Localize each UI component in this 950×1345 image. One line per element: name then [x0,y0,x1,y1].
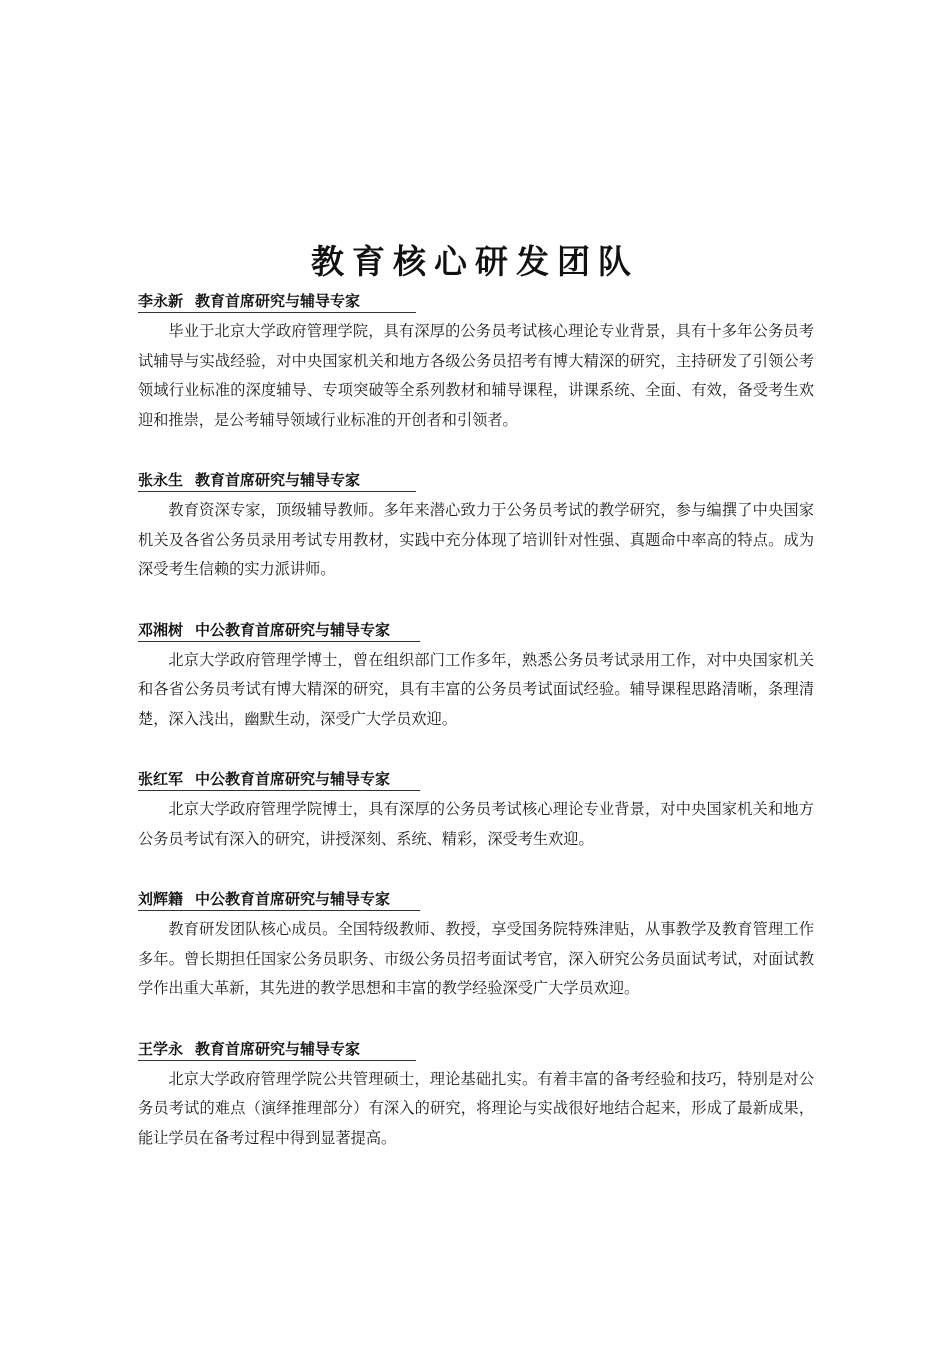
profile-name: 张永生 [138,471,184,489]
profile-header [138,469,416,492]
profile-header [138,888,420,911]
profile-name: 王学永 [138,1039,184,1058]
profile-name: 刘辉籍 [138,890,184,908]
profile-list [138,290,814,1187]
profile-zhang-hongjun [138,768,814,854]
profile-name: 张红军 [138,770,184,788]
profile-liu-huiji [138,888,814,1004]
profile-role: 中公教育首席研究与辅导专家 [195,890,391,908]
profile-name: 李永新 [138,292,184,310]
profile-li-yongxin [138,290,814,435]
profile-bio: 教育资深专家，顶级辅导教师。多年来潜心致力于公务员考试的教学研究，参与编撰了中央国家机关及各省公务员录用考试专用教材，实践中充分体现了培训针对性强、真题命中率高的特点。成为深受考生信赖的实力派讲师。 [138,501,814,578]
profile-role: 中公教育首席研究与辅导专家 [195,620,391,639]
profile-role: 教育首席研究与辅导专家 [195,471,361,489]
profile-wang-xueyong [138,1038,814,1154]
profile-bio: 北京大学政府管理学院公共管理硕士，理论基础扎实。有着丰富的备考经验和技巧，特别是对公务员考试的难点（演绎推理部分）有深入的研究，将理论与实战很好地结合起来，形成了最新成果，能让学员在备考过程中得到显著提高。 [138,1069,814,1147]
profile-deng-xiangshu [138,619,814,735]
profile-header [138,290,416,313]
profile-header [138,619,420,642]
page-title: 教育核心研发团队 [311,242,639,282]
profile-role: 教育首席研究与辅导专家 [195,292,361,310]
profile-zhang-yongsheng [138,469,814,585]
profile-header [138,768,420,791]
profile-bio: 毕业于北京大学政府管理学院，具有深厚的公务员考试核心理论专业背景，具有十多年公务员考试辅导与实战经验，对中央国家机关和地方各级公务员招考有博大精深的研究，主持研发了引领公考领域行业标准的深度辅导、专项突破等全系列教材和辅导课程，讲课系统、全面、有效，备受考生欢迎和推崇，是公考辅导领域行业标准的开创者和引领者。 [138,322,814,429]
profile-bio: 教育研发团队核心成员。全国特级教师、教授，享受国务院特殊津贴，从事教学及教育管理工作多年。曾长期担任国家公务员职务、市级公务员招考面试考官，深入研究公务员面试考试，对面试教学作出重大革新，其先进的教学思想和丰富的教学经验深受广大学员欢迎。 [138,920,814,997]
profile-role: 教育首席研究与辅导专家 [195,1039,361,1058]
profile-bio: 北京大学政府管理学博士，曾在组织部门工作多年，熟悉公务员考试录用工作，对中央国家机关和各省公务员考试有博大精深的研究，具有丰富的公务员考试面试经验。辅导课程思路清晰，条理清楚，深入浅出，幽默生动，深受广大学员欢迎。 [138,650,814,728]
profile-header [138,1038,416,1061]
profile-name: 邓湘树 [138,620,184,639]
profile-bio: 北京大学政府管理学院博士，具有深厚的公务员考试核心理论专业背景，对中央国家机关和地方公务员考试有深入的研究，讲授深刻、系统、精彩，深受考生欢迎。 [138,800,814,848]
profile-role: 中公教育首席研究与辅导专家 [195,770,391,788]
